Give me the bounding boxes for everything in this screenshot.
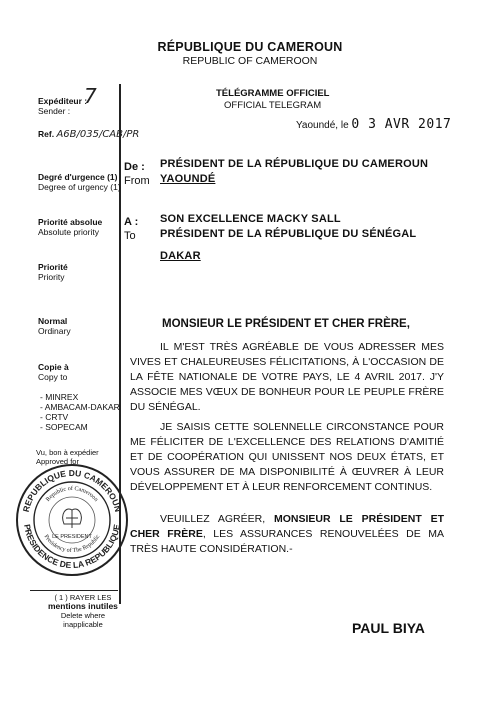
presidential-seal — [14, 462, 130, 578]
to-label-fr: A : — [124, 216, 139, 228]
paragraph-2 — [130, 420, 444, 495]
sender-handwritten: 7 — [84, 84, 97, 108]
ref-handwritten: A6B/035/CAB/PR — [56, 129, 140, 140]
from-label-en: From — [124, 175, 150, 187]
from-name: PRÉSIDENT DE LA RÉPUBLIQUE DU CAMEROUN — [160, 158, 429, 170]
paragraph-3 — [130, 512, 444, 557]
seal-outer-bottom: PRESIDENCE DE LA REPUBLIQUE — [22, 523, 122, 571]
paragraph-1-text: IL M'EST TRÈS AGRÉABLE DE VOUS ADRESSER MES VIVES ET CHALEUREUSES FÉLICITATIONS, À L'OCCASION DE LA FÊTE NATIONALE DE VOTRE PAYS, LE 4 AVRIL 2017. J'Y ASSOCIE MES VŒUX DE BONHEUR POUR LE PEUPLE FRÈRE DU SÉNÉGAL. — [130, 341, 444, 413]
absolute-priority-block — [38, 217, 102, 237]
paragraph-3-text-c: , LES ASSURANCES RENOUVELÉES DE MA TRÈS HAUTE CONSIDÉRATION.- — [130, 528, 444, 555]
seal-inner-bottom: Presidency of The Republic — [42, 533, 102, 555]
to-label-en: To — [124, 230, 136, 242]
to-name: SON EXCELLENCE MACKY SALL — [160, 213, 341, 225]
footnote-line: inapplicable — [63, 620, 103, 629]
sender-label-fr: Expéditeur : — [38, 96, 88, 106]
copy-block — [38, 362, 69, 382]
date-line — [296, 117, 451, 132]
priority-block — [38, 262, 68, 282]
sender-label-en: Sender : — [38, 106, 71, 116]
seal-inner-top: Republic of Cameroon — [45, 485, 99, 503]
telegram-title-fr: TÉLÉGRAMME OFFICIEL — [216, 88, 330, 99]
country-title-fr: RÉPUBLIQUE DU CAMEROUN — [157, 40, 343, 54]
salutation: MONSIEUR LE PRÉSIDENT ET CHER FRÈRE, — [162, 318, 410, 330]
seal-center-text: LE PRESIDENT — [52, 534, 92, 540]
urgency-label-fr: Degré d'urgence (1) — [38, 172, 118, 182]
copy-en: Copy to — [38, 372, 68, 382]
absolute-priority-en: Absolute priority — [38, 227, 99, 237]
paragraph-3-text-b: MONSIEUR LE PRÉSIDENT ET CHER FRÈRE — [130, 513, 444, 540]
normal-en: Ordinary — [38, 326, 71, 336]
urgency-label-en: Degree of urgency (1) — [38, 182, 121, 192]
ref-label: Ref. — [38, 129, 55, 139]
from-label-fr: De : — [124, 161, 145, 173]
paragraph-3-text-a: VEUILLEZ AGRÉER, — [160, 513, 274, 525]
copy-item: - CRTV — [40, 412, 69, 422]
from-city: YAOUNDÉ — [160, 173, 216, 185]
footnote-line: ( 1 ) RAYER LES — [54, 593, 112, 602]
sender-block — [38, 96, 87, 116]
date-city: Yaoundé, le — [296, 120, 349, 131]
footnote-line: mentions inutiles — [48, 601, 118, 611]
footnote-divider — [30, 590, 118, 591]
country-title-en: REPUBLIC OF CAMEROON — [182, 55, 318, 67]
approval-en: Approved for — [36, 457, 79, 466]
to-title: PRÉSIDENT DE LA RÉPUBLIQUE DU SÉNÉGAL — [160, 228, 417, 240]
date-stamp: 0 3 AVR 2017 — [351, 117, 452, 132]
urgency-block — [38, 172, 121, 192]
telegram-title-en: OFFICIAL TELEGRAM — [224, 100, 322, 111]
normal-block — [38, 316, 71, 336]
paragraph-2-text: JE SAISIS CETTE SOLENNELLE CIRCONSTANCE POUR ME FÉLICITER DE L'EXCELLENCE DES RELATIONS D'AMITIÉ ET DE COOPÉRATION QUI UNISSENT NOS DEUX ÉTATS, ET VOUS ASSURER DE MA DISPONIBILITÉ À ŒUVRER À LEUR DÉVELOPPEMENT ET À LEUR RENFORCEMENT CONTINUS. — [130, 421, 444, 493]
approval-fr: Vu, bon à expédier — [36, 448, 99, 457]
normal-fr: Normal — [38, 316, 68, 326]
absolute-priority-fr: Priorité absolue — [38, 217, 103, 227]
seal-emblem-icon — [63, 509, 82, 528]
signature: PAUL BIYA — [352, 620, 425, 636]
seal-outer-top: REPUBLIQUE DU CAMEROUN — [20, 467, 124, 513]
priority-fr: Priorité — [38, 262, 68, 272]
copy-fr: Copie à — [38, 362, 69, 372]
copy-item: - SOPECAM — [40, 422, 88, 432]
copy-item: - AMBACAM-DAKAR — [40, 402, 120, 412]
ref-block — [38, 129, 139, 140]
copy-list — [40, 392, 120, 432]
copy-item: - MINREX — [40, 392, 79, 402]
footnote-block — [48, 593, 118, 629]
footnote-line: Delete where — [60, 611, 106, 620]
priority-en: Priority — [38, 272, 65, 282]
to-city: DAKAR — [160, 250, 201, 262]
paragraph-1 — [130, 340, 444, 415]
